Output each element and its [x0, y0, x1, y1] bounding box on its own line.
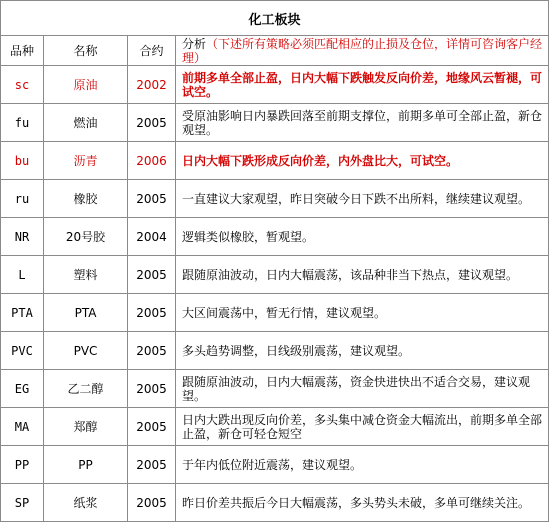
- cell-name: 郑醇: [44, 408, 128, 446]
- cell-name: 沥青: [44, 142, 128, 180]
- cell-contract: 2005: [128, 104, 176, 142]
- cell-code: fu: [1, 104, 44, 142]
- cell-code: SP: [1, 484, 44, 522]
- cell-analysis: 前期多单全部止盈，日内大幅下跌触发反向价差，地缘风云暂褪，可试空。: [176, 66, 549, 104]
- cell-contract: 2005: [128, 180, 176, 218]
- cell-name: PTA: [44, 294, 128, 332]
- table-row: [1, 408, 549, 446]
- cell-code: EG: [1, 370, 44, 408]
- cell-analysis: 受原油影响日内暴跌回落至前期支撑位，前期多单可全部止盈，新仓观望。: [176, 104, 549, 142]
- table-row: [1, 180, 549, 218]
- header-row: [1, 36, 549, 66]
- title-row: [1, 1, 549, 36]
- header-analysis: [176, 36, 549, 66]
- cell-contract: 2005: [128, 446, 176, 484]
- cell-analysis: 逻辑类似橡胶，暂观望。: [176, 218, 549, 256]
- cell-analysis: 跟随原油波动，日内大幅震荡，该品种非当下热点，建议观望。: [176, 256, 549, 294]
- cell-analysis: 昨日价差共振后今日大幅震荡，多头势头未破，多单可继续关注。: [176, 484, 549, 522]
- cell-contract: 2005: [128, 408, 176, 446]
- cell-code: MA: [1, 408, 44, 446]
- cell-name: 20号胶: [44, 218, 128, 256]
- table-row: [1, 294, 549, 332]
- table-title: 化工板块: [1, 1, 549, 36]
- cell-analysis: 于年内低位附近震荡，建议观望。: [176, 446, 549, 484]
- cell-code: bu: [1, 142, 44, 180]
- cell-code: ru: [1, 180, 44, 218]
- cell-name: 纸浆: [44, 484, 128, 522]
- table-row: [1, 446, 549, 484]
- cell-code: sc: [1, 66, 44, 104]
- cell-contract: 2005: [128, 370, 176, 408]
- header-name: 名称: [44, 36, 128, 66]
- cell-analysis: 日内大跌出现反向价差，多头集中减仓资金大幅流出，前期多单全部止盈，新仓可轻仓短空: [176, 408, 549, 446]
- cell-analysis: 日内大幅下跌形成反向价差，内外盘比大，可试空。: [176, 142, 549, 180]
- cell-name: PP: [44, 446, 128, 484]
- cell-contract: 2005: [128, 294, 176, 332]
- table-row: [1, 484, 549, 522]
- table-row: [1, 104, 549, 142]
- header-analysis-disclaimer: （下述所有策略必须匹配相应的止损及仓位，详情可咨询客户经理）: [182, 36, 543, 65]
- cell-analysis: 跟随原油波动，日内大幅震荡，资金快进快出不适合交易，建议观望。: [176, 370, 549, 408]
- cell-name: 原油: [44, 66, 128, 104]
- table-row: [1, 142, 549, 180]
- cell-analysis: 大区间震荡中，暂无行情，建议观望。: [176, 294, 549, 332]
- cell-analysis: 多头趋势调整，日线级别震荡，建议观望。: [176, 332, 549, 370]
- table-row: [1, 370, 549, 408]
- cell-code: PTA: [1, 294, 44, 332]
- header-code: 品种: [1, 36, 44, 66]
- cell-code: L: [1, 256, 44, 294]
- cell-name: 橡胶: [44, 180, 128, 218]
- cell-analysis: 一直建议大家观望，昨日突破今日下跌不出所料，继续建议观望。: [176, 180, 549, 218]
- table-row: [1, 218, 549, 256]
- cell-contract: 2005: [128, 484, 176, 522]
- cell-name: 乙二醇: [44, 370, 128, 408]
- header-contract: 合约: [128, 36, 176, 66]
- cell-code: PP: [1, 446, 44, 484]
- header-analysis-lead: 分析: [182, 36, 207, 51]
- table-row: [1, 332, 549, 370]
- cell-contract: 2002: [128, 66, 176, 104]
- cell-contract: 2006: [128, 142, 176, 180]
- cell-name: 塑料: [44, 256, 128, 294]
- table-row: [1, 66, 549, 104]
- cell-name: PVC: [44, 332, 128, 370]
- table-row: [1, 256, 549, 294]
- cell-code: PVC: [1, 332, 44, 370]
- cell-contract: 2004: [128, 218, 176, 256]
- cell-contract: 2005: [128, 256, 176, 294]
- cell-code: NR: [1, 218, 44, 256]
- cell-contract: 2005: [128, 332, 176, 370]
- table-body: [1, 1, 549, 522]
- cell-name: 燃油: [44, 104, 128, 142]
